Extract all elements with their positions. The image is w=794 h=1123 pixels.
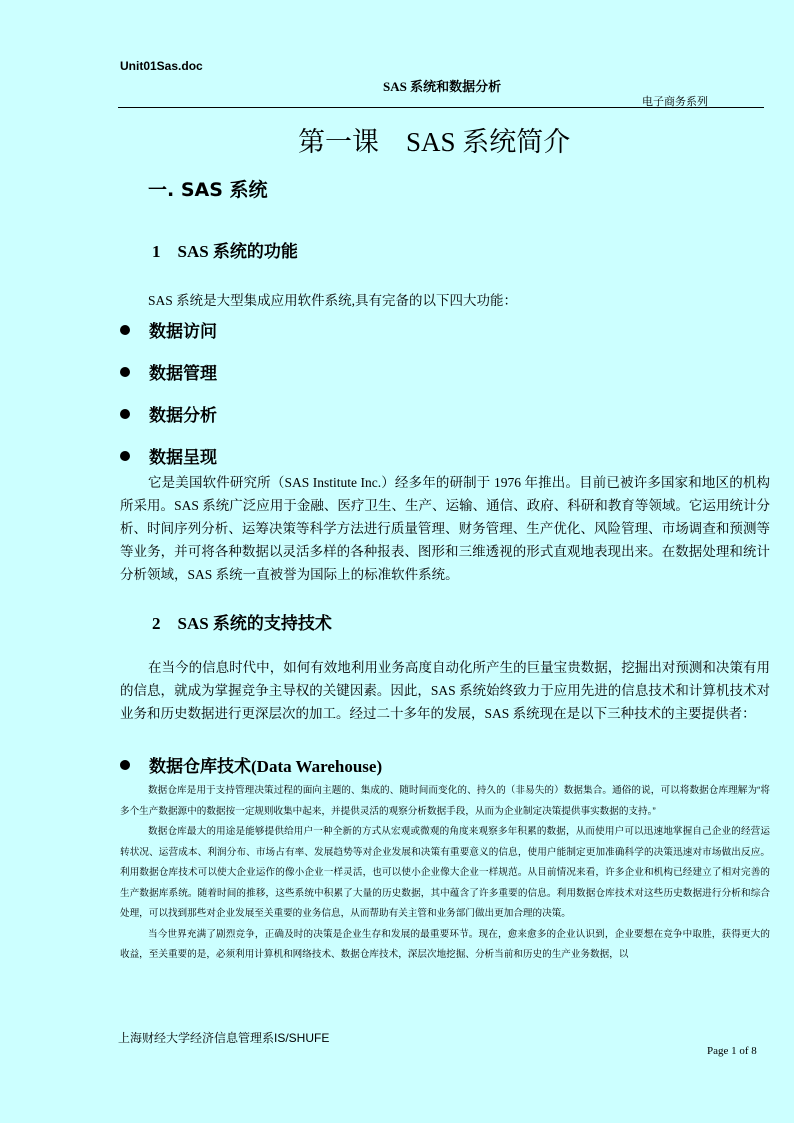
header-title: SAS 系统和数据分析 xyxy=(383,79,502,94)
section-heading: 一. SAS 系统 xyxy=(148,179,268,201)
technology-list-item xyxy=(120,752,382,777)
function-label: 数据分析 xyxy=(149,406,217,425)
function-label: 数据呈现 xyxy=(149,448,217,467)
function-list-item xyxy=(120,359,217,384)
footer-department: 上海财经大学经济信息管理系IS/SHUFE xyxy=(118,1031,330,1045)
function-label: 数据管理 xyxy=(149,364,217,383)
data-warehouse-heading: 数据仓库技术(Data Warehouse) xyxy=(149,757,383,776)
data-warehouse-paragraph: 数据仓库是用于支持管理决策过程的面向主题的、集成的、随时间而变化的、持久的（非易失的）数据集合。通俗的说，可以将数据仓库理解为“将多个生产数据源中的数据按一定规则收集中起来，并提供灵活的观察分析数据手段，从而为企业制定决策提供事实数据的支持。” xyxy=(120,785,770,817)
intro-paragraph: SAS 系统是大型集成应用软件系统,具有完备的以下四大功能： xyxy=(148,293,518,308)
footer-page-number: Page 1 of 8 xyxy=(707,1045,757,1057)
document-filename: Unit01Sas.doc xyxy=(120,59,203,73)
bullet-icon xyxy=(120,760,130,770)
data-warehouse-paragraph: 当今世界充满了剧烈竞争，正确及时的决策是企业生存和发展的最重要环节。现在，愈来愈多的企业认识到，企业要想在竞争中取胜，获得更大的收益，至关重要的是，必须利用计算机和网络技术、数据仓库技术，深层次地挖掘、分析当前和历史的生产业务数据，以 xyxy=(120,928,770,960)
header-series: 电子商务系列 xyxy=(642,96,708,108)
function-list-item xyxy=(120,443,217,468)
function-label: 数据访问 xyxy=(149,322,217,341)
subsection-heading-functions: 1 SAS 系统的功能 xyxy=(152,242,298,261)
function-list-item xyxy=(120,401,217,426)
data-warehouse-body xyxy=(120,781,770,966)
bullet-icon xyxy=(120,367,130,377)
subsection-heading-technology: 2 SAS 系统的支持技术 xyxy=(152,614,332,633)
header-divider xyxy=(118,107,764,108)
bullet-icon xyxy=(120,409,130,419)
bullet-icon xyxy=(120,451,130,461)
data-warehouse-paragraph: 数据仓库最大的用途是能够提供给用户一种全新的方式从宏观或微观的角度来观察多年积累的数据，从而使用户可以迅速地掌握自己企业的经营运转状况、运营成本、利润分布、市场占有率、发展趋势等对企业发展和决策有重要意义的信息，使用户能制定更加准确科学的决策迅速对市场做出反应。利用数据仓库技术可以使大企业运作的像小企业一样灵活，也可以使小企业像大企业一样规范。从目前情况来看，许多企业和机构已经建立了相对完善的生产数据库系统。随着时间的推移，这些系统中积累了大量的历史数据，其中蕴含了许多重要的信息。利用数据仓库技术对这些历史数据进行分析和综合处理，可以找到那些对企业发展至关重要的业务信息，从而帮助有关主管和业务部门做出更加合理的决策。 xyxy=(120,826,770,919)
technology-paragraph-text: 在当今的信息时代中，如何有效地利用业务高度自动化所产生的巨量宝贵数据，挖掘出对预测和决策有用的信息，就成为掌握竞争主导权的关键因素。因此，SAS 系统始终致力于应用先进的信息技术和计算机技术对业务和历史数据进行更深层次的加工。经过二十多年的发展，SAS 系统现在是以下三种技术的主要提供者： xyxy=(120,660,770,721)
bullet-icon xyxy=(120,325,130,335)
history-paragraph xyxy=(120,471,770,586)
function-list-item xyxy=(120,317,217,342)
technology-paragraph xyxy=(120,656,770,725)
history-paragraph-text: 它是美国软件研究所（SAS Institute Inc.）经多年的研制于 1976 年推出。目前已被许多国家和地区的机构所采用。SAS 系统广泛应用于金融、医疗卫生、生产、运输、通信、政府、科研和教育等领域。它运用统计分析、时间序列分析、运筹决策等科学方法进行质量管理、财务管理、生产优化、风险管理、市场调查和预测等等业务，并可将各种数据以灵活多样的各种报表、图形和三维透视的形式直观地表现出来。在数据处理和统计分析领域，SAS 系统一直被誉为国际上的标准软件系统。 xyxy=(120,475,770,582)
lesson-title: 第一课 SAS 系统简介 xyxy=(298,127,571,157)
